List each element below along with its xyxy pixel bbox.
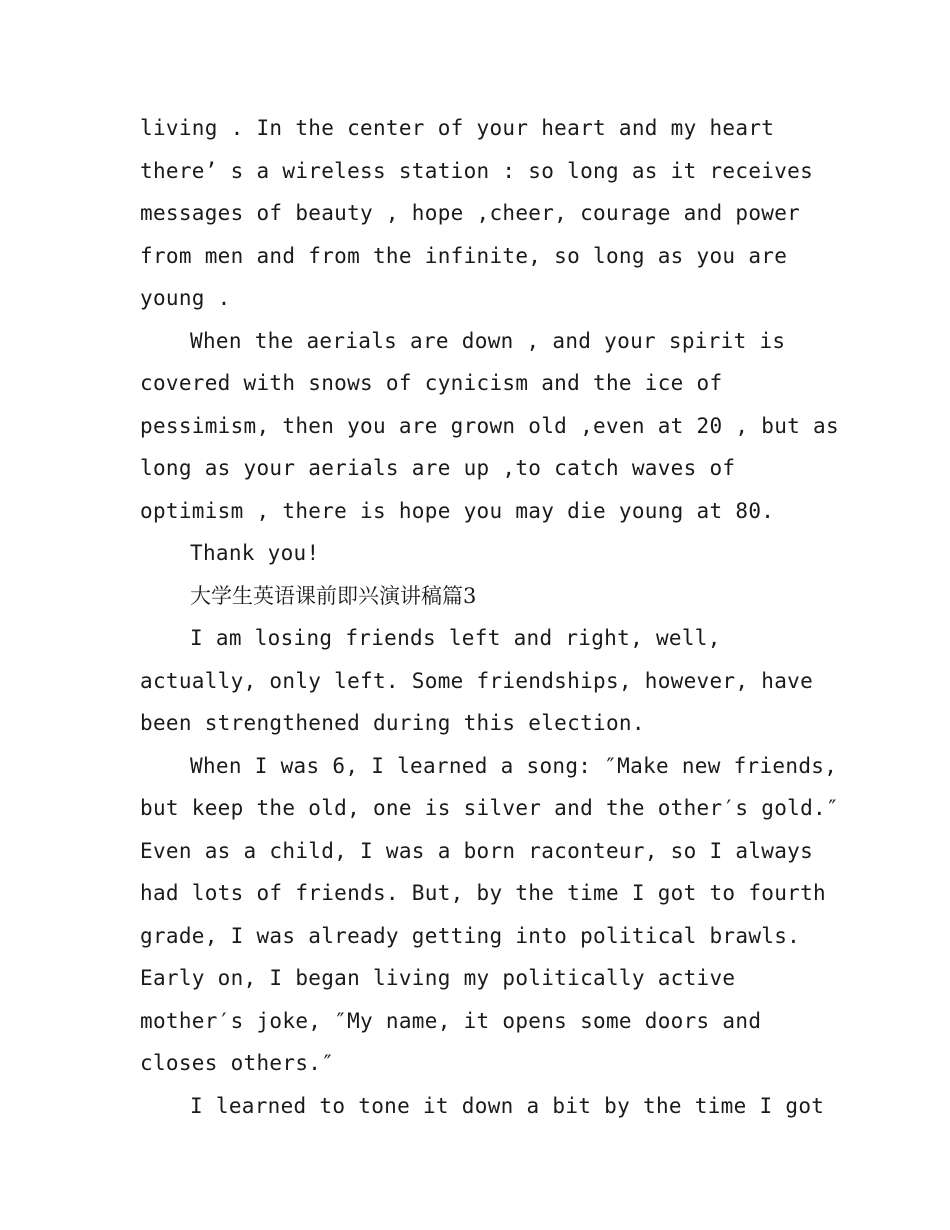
text-line: young . xyxy=(140,286,231,310)
text-line: messages of beauty , hope ,cheer, courage and power xyxy=(140,201,801,225)
text-line: pessimism, then you are grown old ,even at 20 , but as xyxy=(140,413,839,438)
text-line: mother′s joke, ″My name, it opens some doors and xyxy=(140,1008,762,1033)
text-line: When the aerials are down , and your spirit is xyxy=(190,328,786,353)
document-body xyxy=(140,107,839,1127)
text-line: closes others.″ xyxy=(140,1051,335,1075)
text-line: I am losing friends left and right, well, xyxy=(190,626,721,650)
text-line: Even as a child, I was a born raconteur, so I always xyxy=(140,838,814,863)
text-line: optimism , there is hope you may die young at 80. xyxy=(140,498,775,523)
text-line: I learned to tone it down a bit by the time I got xyxy=(190,1093,825,1118)
text-line: but keep the old, one is silver and the other′s gold.″ xyxy=(140,796,839,820)
text-line: living . In the center of your heart and my heart xyxy=(140,116,775,140)
text-line: from men and from the infinite, so long as you are xyxy=(140,243,788,268)
text-line: grade, I was already getting into political brawls. xyxy=(140,923,801,948)
text-line: Early on, I began living my politically active xyxy=(140,966,736,990)
text-line: had lots of friends. But, by the time I got to fourth xyxy=(140,881,826,905)
text-line: been strengthened during this election. xyxy=(140,711,645,735)
section-heading: 大学生英语课前即兴演讲稿篇3 xyxy=(190,583,477,608)
text-line: actually, only left. Some friendships, however, have xyxy=(140,668,814,693)
text-line: When I was 6, I learned a song: ″Make new friends, xyxy=(190,753,838,778)
text-line: Thank you! xyxy=(190,541,320,565)
text-line: there’ s a wireless station : so long as it receives xyxy=(140,158,814,183)
text-line: long as your aerials are up ,to catch waves of xyxy=(140,456,736,480)
text-line: covered with snows of cynicism and the ice of xyxy=(140,371,723,395)
